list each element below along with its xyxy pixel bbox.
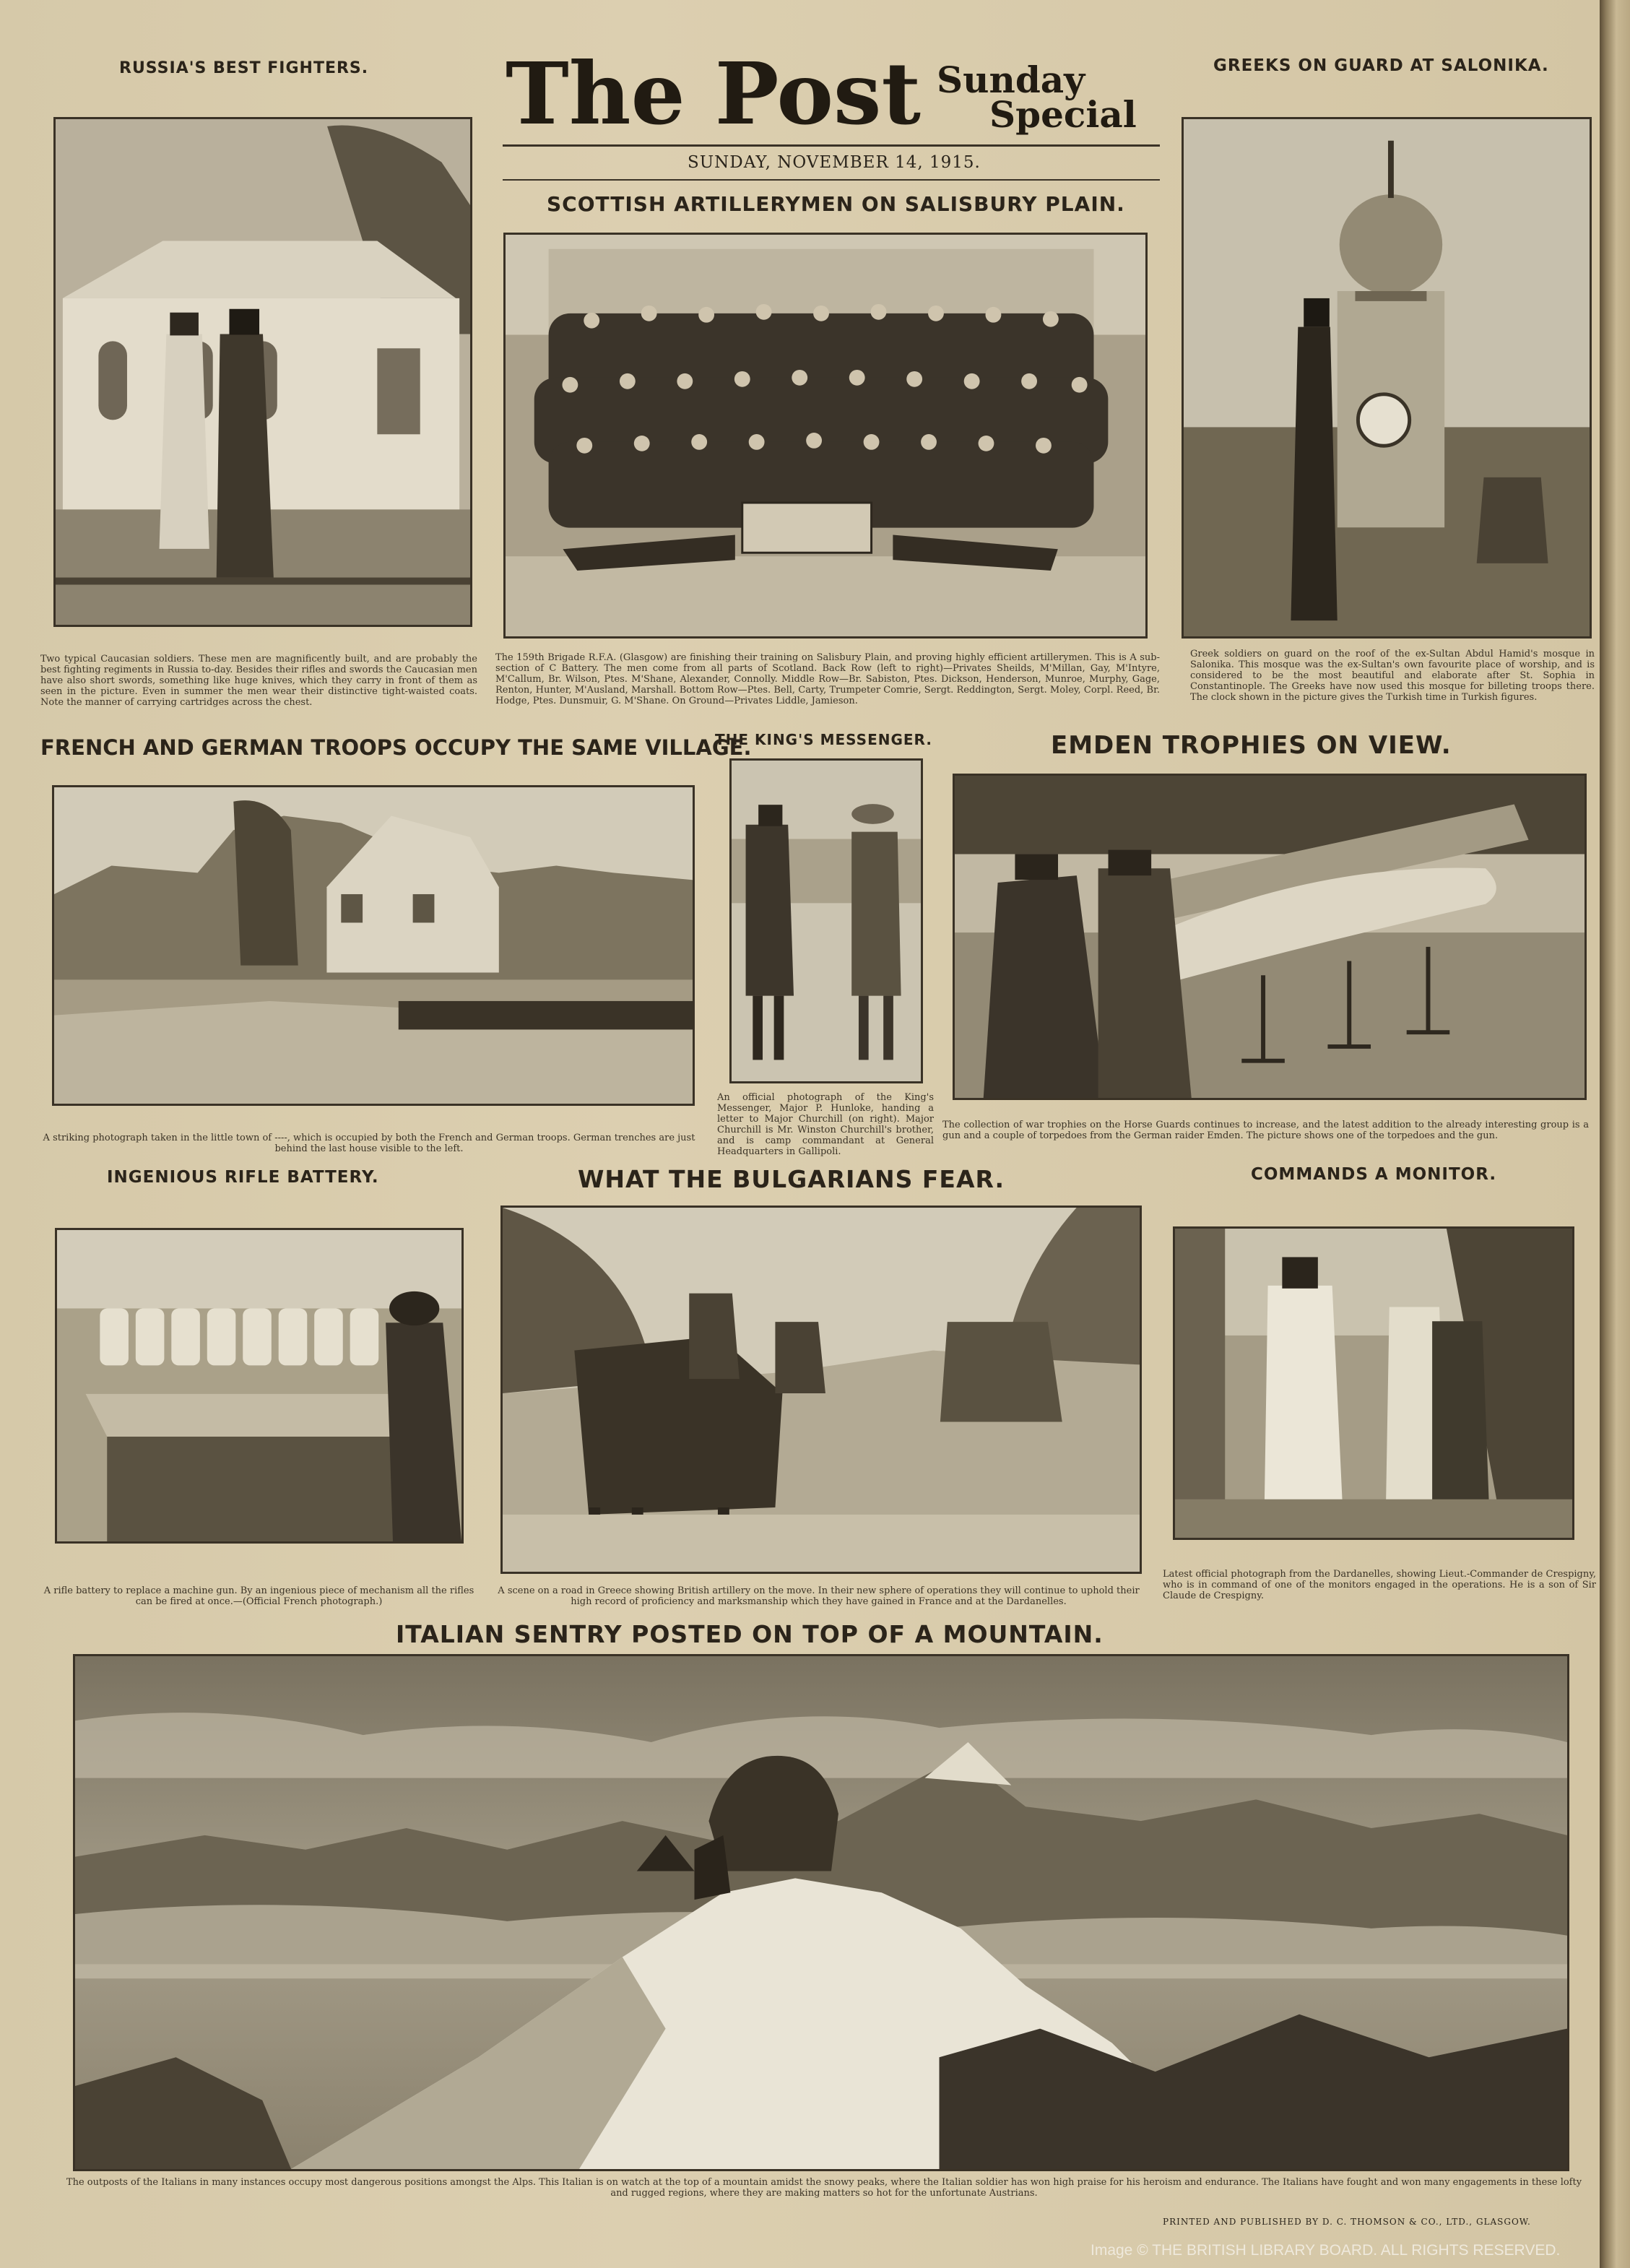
library-credit: Image © THE BRITISH LIBRARY BOARD. ALL RIGHTS RESERVED. xyxy=(1091,2242,1561,2259)
messenger-caption: An official photograph of the King's Messenger, Major P. Hunloke, handing a letter to Major Churchill (on right). Major Churchill is Mr. Winston Churchill's brother, and is camp commandant at General Headquarters in Gallipoli. xyxy=(717,1092,934,1157)
bulgarians-heading: WHAT THE BULGARIANS FEAR. xyxy=(578,1165,1005,1193)
monitor-caption: Latest official photograph from the Dardanelles, showing Lieut.-Commander de Crespigny, who is in command of one of the monitors engaged in the operations. He is a son of Sir Claude de Crespigny. xyxy=(1163,1569,1596,1601)
printer-imprint: PRINTED AND PUBLISHED BY D. C. THOMSON & CO., LTD., GLASGOW. xyxy=(1163,2217,1531,2227)
emden-photo xyxy=(953,774,1587,1100)
messenger-heading: THE KING'S MESSENGER. xyxy=(715,731,932,748)
masthead-date: SUNDAY, NOVEMBER 14, 1915. xyxy=(688,153,981,172)
rifle-photo xyxy=(55,1228,464,1544)
messenger-photo xyxy=(729,758,923,1083)
russia-photo xyxy=(53,117,472,627)
italian-photo xyxy=(73,1654,1569,2171)
scottish-caption: The 159th Brigade R.F.A. (Glasgow) are finishing their training on Salisbury Plain, and proving highly efficient artillerymen. This is A sub-section of C Battery. The men come from all parts of Scotland. Back Row (left to right)—Privates Sheilds, M'Millan, Gay, M'Intyre, M'Callum, Br. Wilson, Ptes. M'Shane, Alexander, Connolly. Middle Row—Br. Sabiston, Ptes. Dickson, Henderson, Munroe, Murphy, Gage, Renton, Hunter, M'Ausland, Marshall. Bottom Row—Ptes. Bell, Carty, Trumpeter Comrie, Sergt. Reddington, Sergt. Moley, Corpl. Reed, Br. Hodge, Ptes. Dunsmuir, G. M'Shane. On Ground—Privates Liddle, Jamieson. xyxy=(495,652,1160,706)
masthead-edition-line1: Sunday xyxy=(937,59,1085,101)
masthead-rule-bottom xyxy=(503,179,1160,181)
masthead-rule-top xyxy=(503,144,1160,147)
greeks-photo xyxy=(1182,117,1592,639)
rifle-caption: A rifle battery to replace a machine gun. By an ingenious piece of mechanism all the rifles can be fired at once.—(Official French photograph.) xyxy=(43,1585,474,1607)
page-gutter xyxy=(1600,0,1630,2268)
emden-heading: EMDEN TROPHIES ON VIEW. xyxy=(1051,731,1452,760)
scottish-heading: SCOTTISH ARTILLERYMEN ON SALISBURY PLAIN. xyxy=(547,192,1125,216)
bulgarians-caption: A scene on a road in Greece showing British artillery on the move. In their new sphere of operations they will continue to uphold their high record of proficiency and marksmanship which they have gained in France and at the Dardanelles. xyxy=(498,1585,1140,1607)
bulgarians-photo xyxy=(500,1206,1142,1574)
french-heading: FRENCH AND GERMAN TROOPS OCCUPY THE SAME VILLAGE. xyxy=(40,735,752,760)
greeks-caption: Greek soldiers on guard on the roof of the ex-Sultan Abdul Hamid's mosque in Salonika. This mosque was the ex-Sultan's own favourite place of worship, and is considered to be the most beautiful and elaborate after St. Sophia in Constantinople. The Greeks have now used this mosque for billeting troops there. The clock shown in the picture gives the Turkish time in Turkish figures. xyxy=(1190,649,1595,703)
masthead-edition-line2: Special xyxy=(989,93,1137,136)
rifle-heading: INGENIOUS RIFLE BATTERY. xyxy=(107,1168,379,1187)
russia-caption: Two typical Caucasian soldiers. These men are magnificently built, and are probably the best fighting regiments in Russia to-day. Besides their rifles and swords the Caucasian men have also short swords, something like huge knives, which they carry in front of them as seen in the picture. Even in summer the men wear their distinctive tight-waisted coats. Note the manner of carrying cartridges across the chest. xyxy=(40,654,477,708)
greeks-heading: GREEKS ON GUARD AT SALONIKA. xyxy=(1213,56,1549,75)
french-caption: A striking photograph taken in the little town of ----, which is occupied by both the French and German troops. German trenches are just behind the last house visible to the left. xyxy=(43,1133,695,1154)
french-photo xyxy=(52,785,695,1106)
italian-caption: The outposts of the Italians in many instances occupy most dangerous positions amongst the Alps. This Italian is on watch at the top of a mountain amidst the snowy peaks, where the Italian soldier has won high praise for his heroism and endurance. The Italians have fought and won many engagements in these lofty and rugged regions, where they are making matters so hot for the unfortunate Austrians. xyxy=(66,2177,1582,2199)
italian-heading: ITALIAN SENTRY POSTED ON TOP OF A MOUNTAIN. xyxy=(396,1620,1104,1648)
monitor-heading: COMMANDS A MONITOR. xyxy=(1251,1165,1497,1184)
russia-heading: RUSSIA'S BEST FIGHTERS. xyxy=(119,59,369,77)
masthead-title: The Post xyxy=(506,43,921,144)
monitor-photo xyxy=(1173,1226,1574,1540)
scottish-photo xyxy=(503,233,1148,639)
emden-caption: The collection of war trophies on the Horse Guards continues to increase, and the latest addition to the already interesting group is a gun and a couple of torpedoes from the German raider Emden. The picture shows one of the torpedoes and the gun. xyxy=(942,1120,1589,1141)
